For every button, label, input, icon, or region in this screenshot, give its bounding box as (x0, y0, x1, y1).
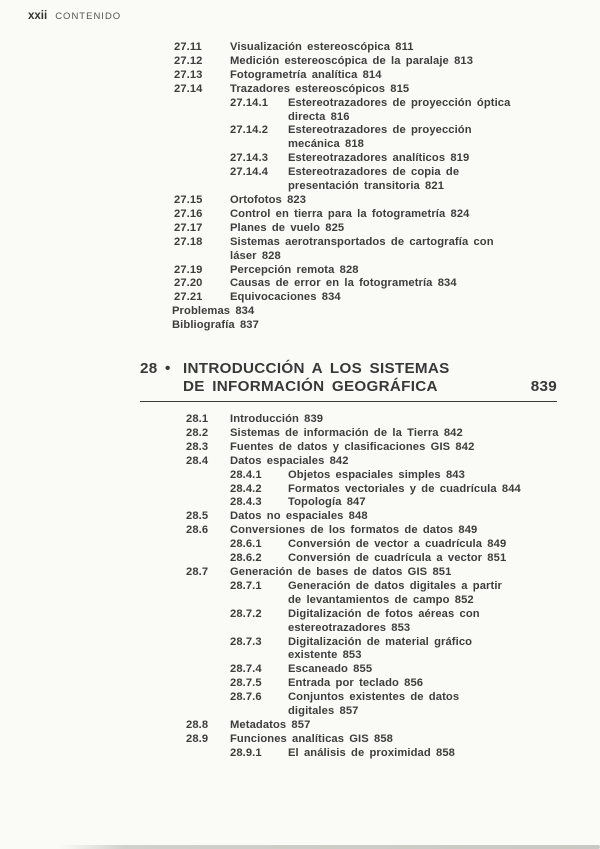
running-head-title: CONTENIDO (55, 11, 122, 22)
chapter-28-heading-line1 (140, 360, 557, 378)
entry-text-line: Control en tierra para la fotogrametría 824 (230, 207, 470, 220)
entry-title (230, 524, 477, 538)
toc-entry (0, 538, 600, 552)
entry-title (230, 719, 310, 733)
entry-title (230, 264, 359, 278)
toc-entry (0, 319, 600, 333)
entry-title (230, 236, 494, 264)
chapter-28-heading-line2 (140, 378, 557, 396)
toc-entry (0, 469, 600, 483)
entry-text-line: de levantamientos de campo 852 (288, 593, 474, 606)
entry-number: 28.4.2 (230, 482, 262, 495)
entry-number: 28.1 (186, 413, 209, 426)
toc-entry (0, 83, 600, 97)
entry-text-line: Estereotrazadores de copia de (288, 166, 460, 179)
entry-text-line: Causas de error en la fotogrametría 834 (230, 277, 457, 290)
toc-entry (0, 152, 600, 166)
entry-number: 27.14.3 (230, 152, 269, 165)
entry-number: 27.14 (174, 82, 203, 95)
entry-text-line: Estereotrazadores de proyección óptica (288, 96, 511, 109)
entry-number: 28.6.2 (230, 552, 262, 565)
toc-entry (0, 636, 600, 664)
entry-text-line: Datos no espaciales 848 (230, 510, 368, 523)
entry-text-line: Conjuntos existentes de datos (288, 691, 460, 704)
bullet-icon: • (165, 360, 171, 378)
toc-entry (0, 496, 600, 510)
entry-title (288, 483, 521, 497)
entry-title (288, 552, 506, 566)
toc-entry (0, 41, 600, 55)
entry-title (288, 496, 366, 510)
entry-title (230, 427, 463, 441)
toc-entry (0, 719, 600, 733)
entry-number: 28.4 (186, 454, 209, 467)
toc-entry (0, 524, 600, 538)
entry-text-line: Medición estereoscópica de la paralaje 813 (230, 54, 474, 67)
chapter-title-line2: DE INFORMACIÓN GEOGRÁFICA (183, 378, 438, 396)
entry-number: 27.15 (174, 193, 203, 206)
entry-title (230, 291, 341, 305)
entry-text-line: Metadatos 857 (230, 718, 311, 731)
entry-number: 28.6 (186, 524, 209, 537)
toc-entry (0, 236, 600, 264)
entry-text-line: Visualización estereoscópica 811 (230, 41, 414, 53)
entry-title (288, 636, 472, 664)
page-bottom-scan-shadow (60, 845, 600, 849)
entry-title (172, 319, 259, 333)
chapter-28-heading (140, 360, 557, 402)
chapter-number: 28 (140, 360, 158, 378)
entry-title (230, 69, 382, 83)
entry-title (288, 663, 372, 677)
entry-title (230, 413, 323, 427)
toc-entry (0, 69, 600, 83)
entry-number: 27.14.2 (230, 124, 269, 137)
toc-entry (0, 691, 600, 719)
entry-number: 28.6.1 (230, 538, 262, 551)
entry-number: 28.7.4 (230, 663, 262, 676)
toc-entry (0, 747, 600, 761)
entry-text-line: mecánica 818 (288, 138, 364, 151)
entry-title (288, 580, 502, 608)
toc-entry (0, 124, 600, 152)
entry-text-line: Bibliografía 837 (172, 319, 259, 332)
entry-text-line: Fotogrametría analítica 814 (230, 68, 382, 81)
toc-entry (0, 166, 600, 194)
chapter-title-line1: INTRODUCCIÓN A LOS SISTEMAS (183, 360, 450, 378)
toc-entry (0, 264, 600, 278)
entry-number: 27.18 (174, 235, 203, 248)
entry-text-line: Planes de vuelo 825 (230, 221, 345, 234)
entry-text-line: Funciones analíticas GIS 858 (230, 732, 393, 745)
toc-entry (0, 608, 600, 636)
entry-number: 28.7.3 (230, 635, 262, 648)
toc-entry (0, 663, 600, 677)
entry-text-line: Generación de datos digitales a partir (288, 579, 502, 592)
entry-title (230, 222, 344, 236)
entry-text-line: Conversión de vector a cuadrícula 849 (288, 538, 507, 551)
entry-number: 28.5 (186, 510, 209, 523)
entry-number: 28.9.1 (230, 746, 262, 759)
entry-number: 28.8 (186, 718, 209, 731)
entry-text-line: Trazadores estereoscópicos 815 (230, 82, 410, 95)
toc-entry (0, 277, 600, 291)
entry-text-line: Digitalización de fotos aéreas con (288, 607, 480, 620)
entry-title (288, 124, 472, 152)
entry-title (230, 83, 409, 97)
entry-title (288, 97, 510, 125)
toc-entry (0, 97, 600, 125)
entry-title (230, 566, 451, 580)
entry-text-line: Problemas 834 (172, 305, 255, 318)
entry-text-line: Digitalización de material gráfico (288, 635, 473, 648)
entry-text-line: Sistemas aerotransportados de cartografía con (230, 235, 494, 248)
entry-text-line: láser 828 (230, 249, 281, 262)
toc-entry (0, 427, 600, 441)
entry-text-line: Entrada por teclado 856 (288, 677, 424, 690)
toc-entry (0, 208, 600, 222)
entry-text-line: directa 816 (288, 110, 350, 123)
entry-title (230, 55, 473, 69)
entry-text-line: existente 853 (288, 649, 362, 662)
entry-text-line: Conversiones de los formatos de datos 849 (230, 524, 478, 537)
entry-title (288, 747, 455, 761)
entry-number: 28.7.5 (230, 677, 262, 690)
chapter-page-number: 839 (530, 378, 557, 396)
toc-entry (0, 455, 600, 469)
entry-text-line: Formatos vectoriales y de cuadrícula 844 (288, 482, 521, 495)
toc-entry (0, 580, 600, 608)
entry-text-line: Datos espaciales 842 (230, 454, 349, 467)
entry-title (288, 538, 506, 552)
entry-title (288, 608, 480, 636)
entry-title (288, 166, 459, 194)
entry-title (230, 455, 349, 469)
entry-text-line: Ortofotos 823 (230, 193, 307, 206)
entry-title (288, 469, 465, 483)
entry-number: 28.7.2 (230, 607, 262, 620)
entry-text-line: Generación de bases de datos GIS 851 (230, 566, 452, 578)
entry-number: 27.11 (174, 41, 202, 53)
toc-entry (0, 222, 600, 236)
entry-number: 28.7.6 (230, 691, 262, 704)
entry-number: 27.14.4 (230, 166, 269, 179)
entry-text-line: estereotrazadores 853 (288, 621, 411, 634)
entry-number: 27.12 (174, 54, 203, 67)
toc-entry (0, 733, 600, 747)
toc-entry (0, 483, 600, 497)
entry-text-line: Equivocaciones 834 (230, 291, 341, 304)
entry-title (230, 510, 368, 524)
entry-text-line: Estereotrazadores analíticos 819 (288, 152, 470, 165)
chapter-27-entries (0, 41, 600, 333)
toc-entry (0, 510, 600, 524)
entry-text-line: presentación transitoria 821 (288, 180, 445, 193)
entry-number: 28.4.3 (230, 496, 262, 509)
page-folio: xxii (28, 10, 48, 22)
toc-entry (0, 441, 600, 455)
entry-number: 28.3 (186, 440, 209, 453)
entry-title (288, 677, 423, 691)
entry-text-line: Introducción 839 (230, 413, 324, 426)
entry-text-line: digitales 857 (288, 705, 359, 718)
entry-number: 27.14.1 (230, 96, 269, 109)
entry-title (230, 194, 306, 208)
entry-title (288, 691, 459, 719)
toc-entry (0, 677, 600, 691)
toc-entry (0, 55, 600, 69)
toc-entry (0, 194, 600, 208)
entry-number: 28.7.1 (230, 579, 262, 592)
entry-number: 28.2 (186, 426, 209, 439)
entry-text-line: Percepción remota 828 (230, 263, 359, 276)
entry-number: 28.7 (186, 566, 209, 578)
entry-text-line: Objetos espaciales simples 843 (288, 468, 465, 481)
entry-number: 27.17 (174, 221, 203, 234)
entry-title (230, 277, 457, 291)
entry-text-line: Conversión de cuadrícula a vector 851 (288, 552, 507, 565)
entry-number: 27.21 (174, 291, 203, 304)
entry-text-line: Sistemas de información de la Tierra 842 (230, 426, 463, 439)
toc-entry (0, 305, 600, 319)
entry-text-line: Fuentes de datos y clasificaciones GIS 842 (230, 440, 475, 453)
entry-title (230, 733, 393, 747)
entry-text-line: Escaneado 855 (288, 663, 373, 676)
entry-title (172, 305, 254, 319)
toc-entry (0, 552, 600, 566)
chapter-28-entries (0, 413, 600, 761)
entry-text-line: El análisis de proximidad 858 (288, 746, 455, 759)
running-head (28, 10, 121, 22)
entry-number: 27.13 (174, 68, 203, 81)
entry-title (230, 441, 474, 455)
table-of-contents (0, 41, 600, 761)
entry-text-line: Topología 847 (288, 496, 366, 509)
entry-number: 28.4.1 (230, 468, 262, 481)
entry-title (230, 41, 414, 55)
entry-number: 27.16 (174, 207, 203, 220)
entry-number: 27.19 (174, 263, 203, 276)
entry-text-line: Estereotrazadores de proyección (288, 124, 472, 137)
toc-entry (0, 413, 600, 427)
toc-entry (0, 566, 600, 580)
entry-number: 27.20 (174, 277, 203, 290)
entry-title (288, 152, 469, 166)
entry-number: 28.9 (186, 732, 209, 745)
entry-title (230, 208, 470, 222)
toc-entry (0, 291, 600, 305)
